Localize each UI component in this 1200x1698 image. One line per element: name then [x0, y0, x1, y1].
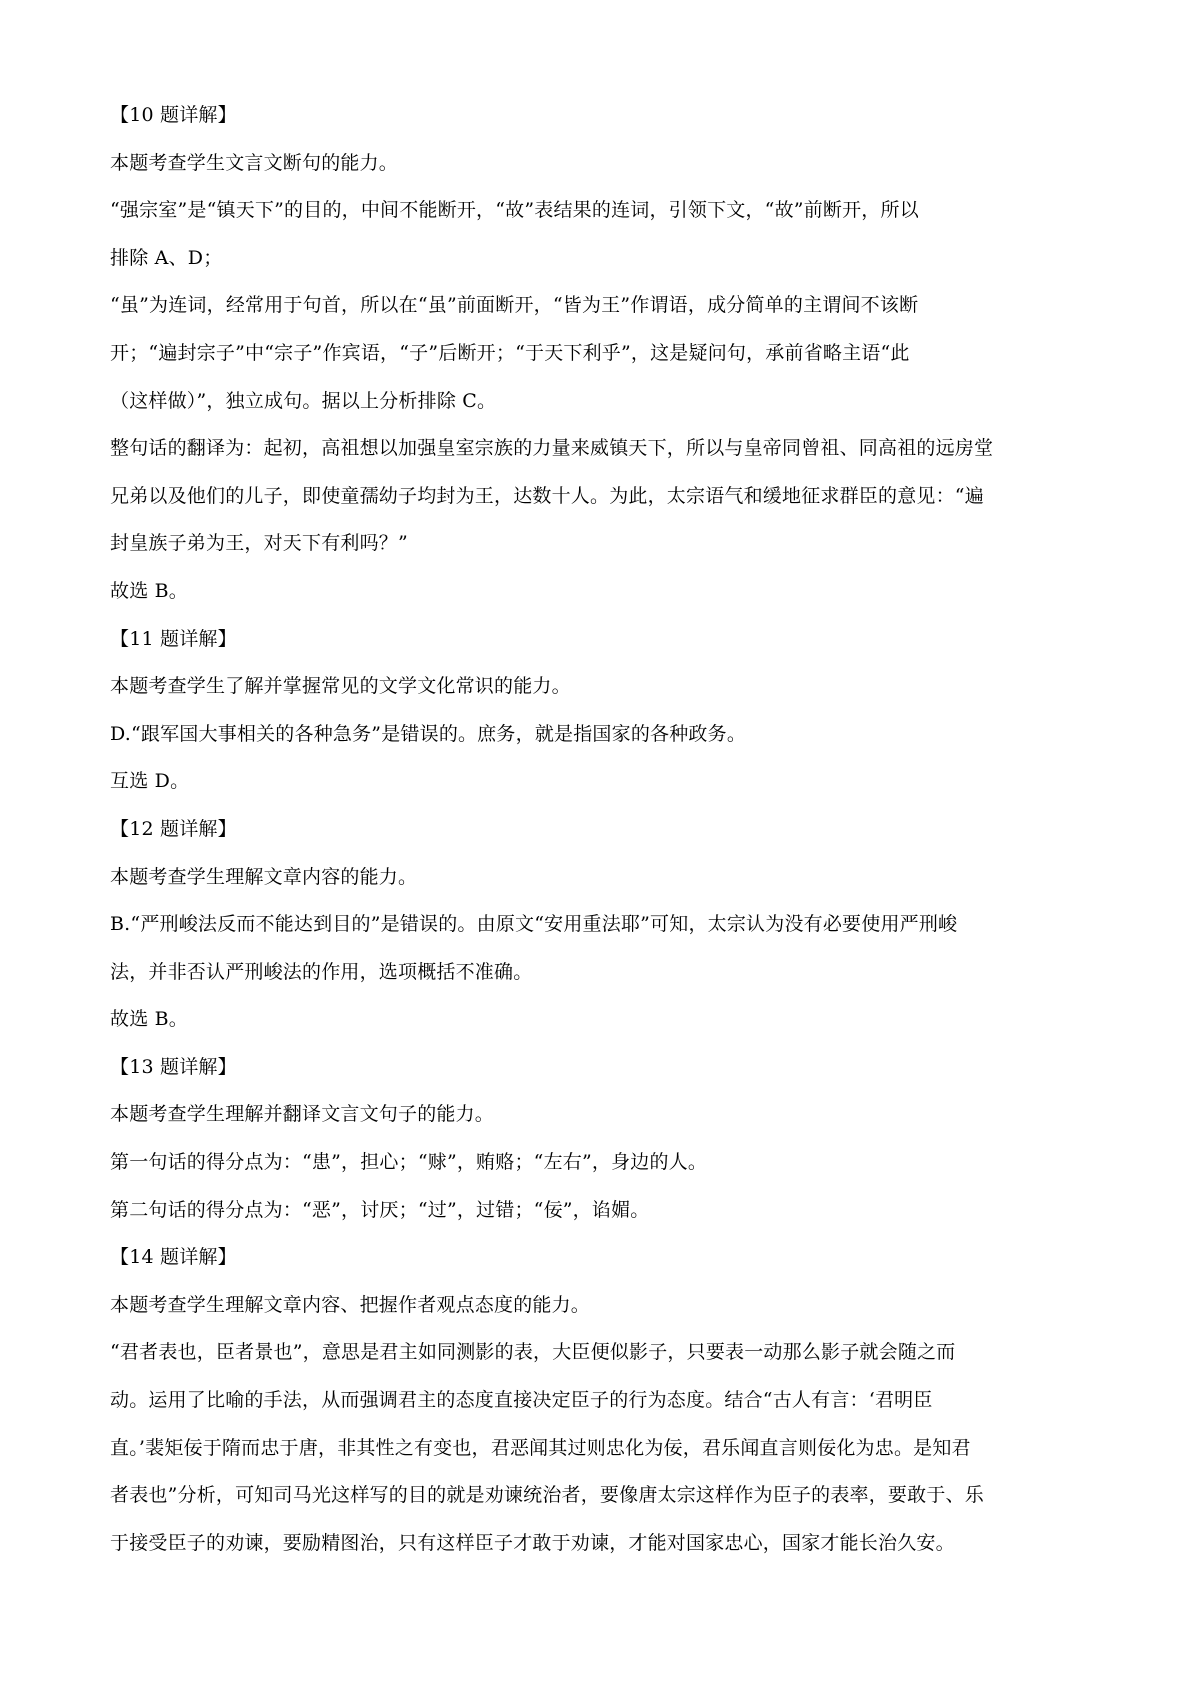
- paragraph-line: 者表也”分析，可知司马光这样写的目的就是劝谏统治者，要像唐太宗这样作为臣子的表率，要敢于、乐: [110, 1484, 984, 1507]
- paragraph-line: 本题考查学生理解并翻译文言文句子的能力。: [110, 1103, 495, 1126]
- paragraph-line: 排除 A、D；: [110, 246, 223, 269]
- paragraph-line: D.“跟军国大事相关的各种急务”是错误的。庶务，就是指国家的各种政务。: [110, 722, 747, 745]
- paragraph-line: 本题考查学生理解文章内容的能力。: [110, 865, 418, 888]
- paragraph-line: 直。’裴矩佞于隋而忠于唐，非其性之有变也，君恶闻其过则忠化为佞，君乐闻直言则佞化为忠。是知君: [110, 1436, 971, 1459]
- paragraph-line: 第二句话的得分点为：“恶”，讨厌；“过”，过错；“佞”，谄媚。: [110, 1198, 650, 1221]
- heading-q12: 【12 题详解】: [110, 817, 237, 840]
- paragraph-line: 第一句话的得分点为：“患”，担心；“赇”，贿赂；“左右”，身边的人。: [110, 1151, 708, 1174]
- paragraph-line: 兄弟以及他们的儿子，即使童孺幼子均封为王，达数十人。为此，太宗语气和缓地征求群臣的意见：“遍: [110, 484, 984, 507]
- paragraph-line: “君者表也，臣者景也”，意思是君主如同测影的表，大臣便似影子，只要表一动那么影子就会随之而: [110, 1341, 956, 1364]
- paragraph-line: 动。运用了比喻的手法，从而强调君主的态度直接决定臣子的行为态度。结合“古人有言：‘君明臣: [110, 1389, 933, 1412]
- paragraph-line: （这样做）”，独立成句。据以上分析排除 C。: [110, 389, 497, 412]
- paragraph-line: 于接受臣子的劝谏，要励精图治，只有这样臣子才敢于劝谏，才能对国家忠心，国家才能长治久安。: [110, 1531, 955, 1554]
- paragraph-line: 本题考查学生理解文章内容、把握作者观点态度的能力。: [110, 1293, 591, 1316]
- paragraph-line: “强宗室”是“镇天下”的目的，中间不能断开，“故”表结果的连词，引领下文，“故”前断开，所以: [110, 199, 919, 222]
- answer-line: 故选 B。: [110, 579, 189, 602]
- paragraph-line: B.“严刑峻法反而不能达到目的”是错误的。由原文“安用重法耶”可知，太宗认为没有必要使用严刑峻: [110, 913, 958, 936]
- paragraph-line: “虽”为连词，经常用于句首，所以在“虽”前面断开，“皆为王”作谓语，成分简单的主谓间不该断: [110, 294, 919, 317]
- heading-q13: 【13 题详解】: [110, 1055, 237, 1078]
- answer-line: 故选 B。: [110, 1008, 189, 1031]
- paragraph-line: 本题考查学生文言文断句的能力。: [110, 151, 399, 174]
- paragraph-line: 法，并非否认严刑峻法的作用，选项概括不准确。: [110, 960, 533, 983]
- answer-line: 互选 D。: [110, 770, 190, 793]
- heading-q14: 【14 题详解】: [110, 1246, 237, 1269]
- paragraph-line: 开；“遍封宗子”中“宗子”作宾语，“子”后断开；“于天下利乎”，这是疑问句，承前省略主语“此: [110, 341, 910, 364]
- paragraph-line: 整句话的翻译为：起初，高祖想以加强皇室宗族的力量来威镇天下，所以与皇帝同曾祖、同高祖的远房堂: [110, 437, 994, 460]
- document-body: [110, 92, 1110, 1567]
- heading-q10: 【10 题详解】: [110, 104, 237, 126]
- paragraph-line: 封皇族子弟为王，对天下有利吗？”: [110, 532, 408, 555]
- heading-q11: 【11 题详解】: [110, 627, 237, 650]
- paragraph-line: 本题考查学生了解并掌握常见的文学文化常识的能力。: [110, 675, 571, 698]
